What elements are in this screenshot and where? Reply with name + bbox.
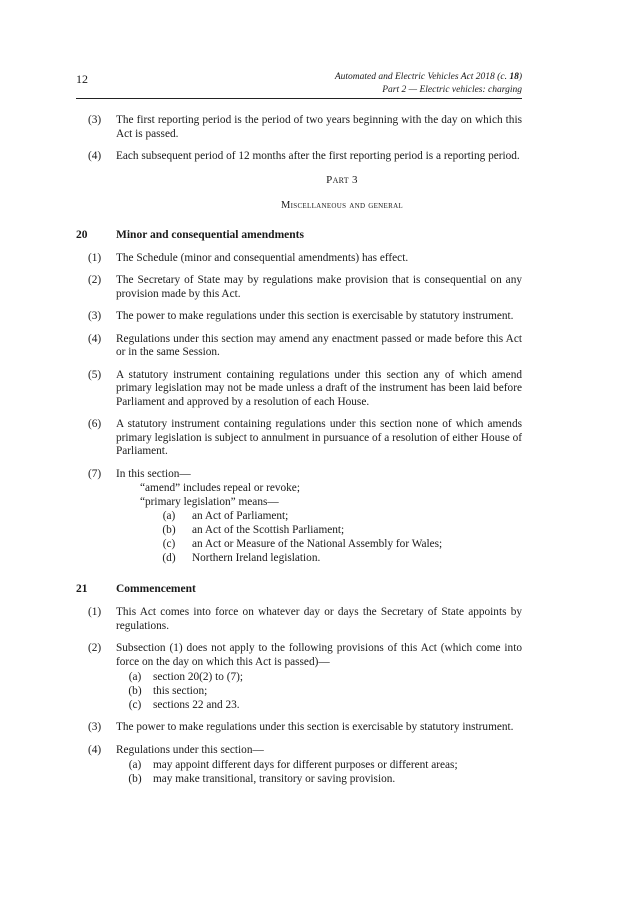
list-item-text: an Act of Parliament; bbox=[192, 510, 289, 522]
subsection-text: Regulations under this section may amend any enactment passed or made before this Act or in the same Session. bbox=[116, 332, 522, 358]
list-item-number: (c) bbox=[162, 538, 176, 550]
subsection-number: (6) bbox=[88, 418, 102, 430]
part-heading: Part 3 bbox=[326, 173, 358, 186]
list-item-text: sections 22 and 23. bbox=[153, 699, 240, 711]
subsection-number: (7) bbox=[88, 467, 102, 480]
list-item bbox=[0, 509, 638, 523]
subsection-number: (4) bbox=[88, 332, 102, 345]
subsection-number: (1) bbox=[88, 251, 102, 264]
subsection-text: The first reporting period is the period of two years beginning with the day on which this Act is passed. bbox=[116, 114, 522, 140]
subsection bbox=[0, 274, 638, 301]
section-title: Commencement bbox=[116, 583, 196, 595]
list-item-number: (d) bbox=[162, 552, 176, 564]
subsection bbox=[0, 369, 638, 410]
act-title-line bbox=[335, 71, 522, 84]
list-item bbox=[0, 523, 638, 537]
list-item bbox=[0, 670, 638, 684]
subsection bbox=[0, 468, 638, 482]
subsection-number: (4) bbox=[88, 150, 102, 162]
subsection bbox=[0, 744, 638, 758]
subsection bbox=[0, 606, 638, 633]
list-item-number: (c) bbox=[128, 699, 142, 711]
list-item-text: Northern Ireland legislation. bbox=[192, 552, 321, 564]
subsection-text: Regulations under this section— bbox=[116, 743, 264, 756]
page-number: 12 bbox=[76, 72, 88, 86]
act-chapter: 18 bbox=[509, 72, 519, 82]
definition: “primary legislation” means— bbox=[140, 496, 279, 508]
list-item-number: (b) bbox=[162, 524, 176, 536]
subsection bbox=[0, 150, 638, 164]
list-item-number: (b) bbox=[128, 773, 142, 785]
subsection-number: (3) bbox=[88, 721, 102, 733]
part-subheading: Miscellaneous and general bbox=[280, 199, 404, 211]
subsection-number: (2) bbox=[88, 642, 102, 654]
list-item-number: (a) bbox=[128, 759, 142, 771]
subsection bbox=[0, 252, 638, 266]
subsection-number: (3) bbox=[88, 114, 102, 126]
list-item bbox=[0, 758, 638, 772]
subsection-text: Subsection (1) does not apply to the following provisions of this Act (which come into force on the day on which this Act is passed)— bbox=[116, 642, 522, 668]
list-item bbox=[0, 772, 638, 786]
list-item-number: (a) bbox=[162, 510, 176, 522]
list-item-text: section 20(2) to (7); bbox=[153, 671, 244, 683]
subsection-text: A statutory instrument containing regulations under this section any of which amend primary legislation may not be made unless a draft of the instrument has been laid before Parliament and approved by a resolution of each House. bbox=[116, 368, 522, 408]
subsection bbox=[0, 418, 638, 459]
definition: “amend” includes repeal or revoke; bbox=[140, 482, 300, 494]
running-header bbox=[335, 71, 522, 97]
subsection bbox=[0, 642, 638, 669]
part-line: Part 2 — Electric vehicles: charging bbox=[382, 85, 522, 95]
section-heading bbox=[0, 583, 638, 597]
list-item-text: an Act or Measure of the National Assembly for Wales; bbox=[192, 538, 443, 550]
list-item-number: (a) bbox=[128, 671, 142, 683]
list-item-text: may make transitional, transitory or saving provision. bbox=[153, 773, 396, 785]
subsection-text: The Schedule (minor and consequential amendments) has effect. bbox=[116, 251, 409, 264]
section-number: 20 bbox=[76, 228, 88, 241]
section-number: 21 bbox=[76, 583, 88, 595]
list-item bbox=[0, 537, 638, 551]
list-item-text: may appoint different days for different purposes or different areas; bbox=[153, 759, 458, 771]
subsection-text: In this section— bbox=[116, 467, 191, 480]
subsection-number: (1) bbox=[88, 606, 102, 618]
list-item bbox=[0, 698, 638, 712]
subsection-number: (4) bbox=[88, 743, 102, 756]
subsection bbox=[0, 114, 638, 141]
list-item bbox=[0, 684, 638, 698]
header-divider bbox=[76, 98, 522, 99]
section-title: Minor and consequential amendments bbox=[116, 228, 304, 241]
subsection-text: The Secretary of State may by regulations make provision that is consequential on any provision made by this Act. bbox=[116, 274, 522, 300]
subsection-number: (3) bbox=[88, 310, 102, 322]
list-item-text: this section; bbox=[153, 685, 208, 697]
list-item-text: an Act of the Scottish Parliament; bbox=[192, 524, 345, 536]
subsection-text: A statutory instrument containing regulations under this section none of which amends primary legislation is subject to annulment in pursuance of a resolution of either House of Parliament. bbox=[116, 418, 522, 457]
subsection-number: (5) bbox=[88, 368, 102, 381]
subsection-text: The power to make regulations under this section is exercisable by statutory instrument. bbox=[116, 721, 514, 733]
act-title-close: ) bbox=[518, 72, 522, 82]
subsection-text: Each subsequent period of 12 months after the first reporting period is a reporting period. bbox=[116, 150, 520, 162]
list-item bbox=[0, 551, 638, 565]
act-title: Automated and Electric Vehicles Act 2018 (c. bbox=[334, 72, 510, 82]
subsection-text: This Act comes into force on whatever day or days the Secretary of State appoints by regulations. bbox=[116, 606, 522, 632]
body-content bbox=[0, 114, 638, 786]
subsection bbox=[0, 310, 638, 324]
subsection bbox=[0, 721, 638, 735]
list-item-number: (b) bbox=[128, 685, 142, 697]
subsection-text: The power to make regulations under this section is exercisable by statutory instrument. bbox=[116, 310, 514, 322]
section-heading bbox=[0, 229, 638, 243]
subsection bbox=[0, 333, 638, 360]
subsection-number: (2) bbox=[88, 274, 102, 286]
